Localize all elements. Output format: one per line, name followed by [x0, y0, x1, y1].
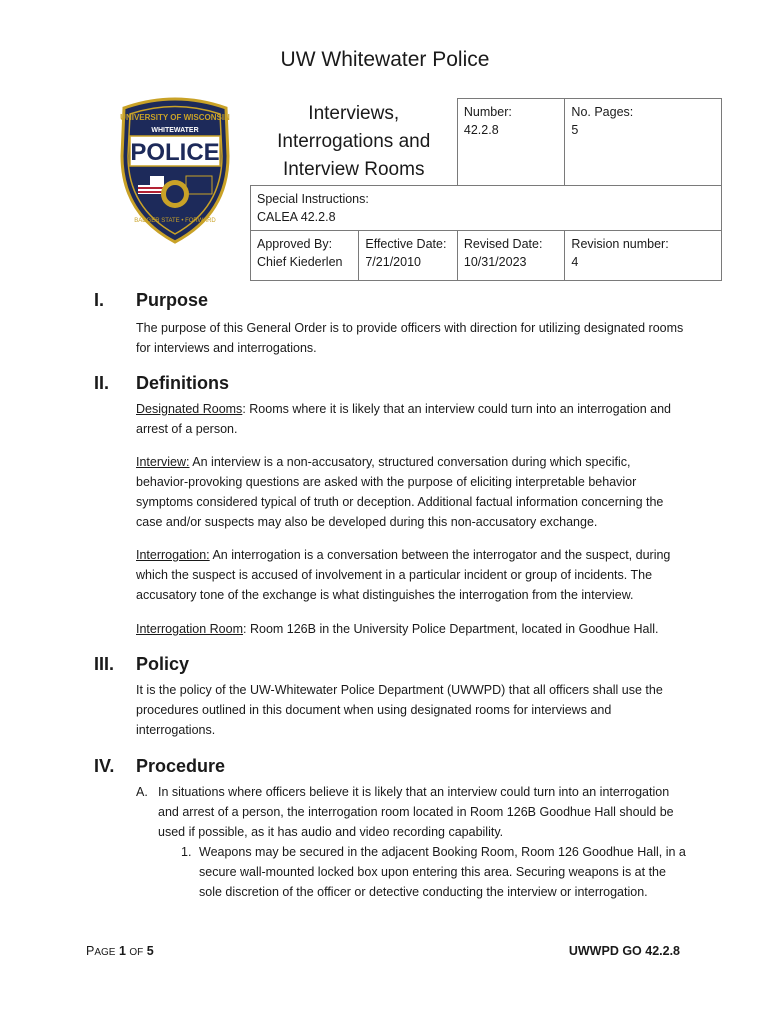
term-interrogation-room: Interrogation Room: [136, 622, 244, 636]
order-title-line-1: Interviews,: [308, 102, 400, 124]
term-interview: Interview:: [136, 455, 190, 469]
badge-top-text: UNIVERSITY OF WISCONSIN: [120, 113, 230, 122]
pages-cell: [565, 99, 722, 186]
section-title-purpose: Purpose: [136, 290, 209, 310]
page-footer-number: [86, 944, 154, 958]
policy-text: It is the policy of the UW-Whitewater Police Department (UWWPD) that all officers shall use the procedures outlined in this document when using designated rooms for interviews and interrogations.: [136, 683, 663, 737]
section-title-procedure: Procedure: [136, 756, 226, 776]
special-instructions-label: Special Instructions:: [257, 191, 369, 206]
pages-label: No. Pages:: [571, 105, 634, 119]
number-cell: [457, 99, 565, 186]
effective-date-label: Effective Date:: [365, 236, 447, 251]
procedure-a1-text-content: Weapons may be secured in the adjacent Booking Room, Room 126 Goodhue Hall, in a secure wall-mounted locked box upon entering this area. Securing weapons is at the sole discretion of the officer or detective conducting the interview or interrogation.: [199, 845, 686, 899]
section-title-policy: Policy: [136, 654, 190, 674]
definition-designated-rooms-text: : Rooms where it is likely that an interview could turn into an interrogation and arrest of a person.: [136, 402, 672, 436]
procedure-a-text: In situations where officers believe it is likely that an interview could turn into an interrogation and arrest of a person, the interrogation room located in Room 126B Goodhue Hall should be used if possible, as it has audio and video recording capability.: [158, 785, 674, 839]
special-instructions-cell: [251, 185, 722, 230]
approved-by-label: Approved By:: [257, 236, 333, 251]
number-value: 42.2.8: [463, 123, 499, 137]
section-number-policy: III.: [94, 654, 115, 674]
agency-title: UW Whitewater Police: [280, 48, 490, 71]
police-badge-logo: [116, 96, 234, 244]
term-interrogation: Interrogation:: [136, 548, 210, 562]
definition-interrogation: [136, 545, 686, 605]
definition-interrogation-room-text: : Room 126B in the University Police Department, located in Goodhue Hall.: [243, 622, 659, 636]
section-number-purpose: I.: [94, 290, 105, 310]
footer-page-p: P: [86, 944, 95, 958]
procedure-a1-label: 1.: [181, 845, 192, 859]
revision-number-cell: [565, 230, 722, 280]
definition-interrogation-text: An interrogation is a conversation between the interrogator and the suspect, during which the suspect is accused of involvement in a particular incident or group of incidents. The accusatory tone of the exchange is what distinguishes the interrogation from the interview.: [136, 548, 671, 602]
approved-by-cell: [251, 230, 359, 280]
order-title: [251, 99, 458, 186]
special-instructions-value: CALEA 42.2.8: [257, 209, 336, 224]
revised-date-value: 10/31/2023: [463, 254, 527, 269]
badge-main-text: POLICE: [130, 139, 220, 166]
definition-designated-rooms: [136, 399, 686, 439]
purpose-text: The purpose of this General Order is to provide officers with direction for utilizing designated rooms for interviews and interrogations.: [136, 321, 684, 355]
pages-value: 5: [571, 123, 579, 137]
effective-date-cell: [359, 230, 458, 280]
number-label: Number:: [463, 105, 512, 119]
section-number-definitions: II.: [94, 373, 110, 393]
footer-of: OF: [129, 947, 144, 958]
order-title-line-3: Interview Rooms: [282, 158, 425, 180]
term-designated-rooms: Designated Rooms: [136, 402, 243, 416]
approved-by-value: Chief Kiederlen: [257, 254, 343, 269]
badge-bottom-text: BADGER STATE • FORWARD: [134, 218, 216, 224]
page-footer-doc-id: UWWPD GO 42.2.8: [568, 944, 680, 958]
revision-number-label: Revision number:: [571, 236, 669, 251]
revision-number-value: 4: [571, 254, 579, 269]
revised-date-cell: [457, 230, 565, 280]
general-order-header-table: [250, 98, 722, 281]
section-title-definitions: Definitions: [136, 373, 229, 393]
footer-page-rest: AGE: [94, 947, 116, 958]
order-title-line-2: Interrogations and: [277, 130, 431, 152]
footer-page-total: 5: [146, 944, 154, 958]
definition-interview: [136, 452, 686, 532]
procedure-a-label: A.: [136, 785, 148, 799]
effective-date-value: 7/21/2010: [365, 254, 421, 269]
definition-interrogation-room: [136, 619, 686, 639]
footer-page-num: 1: [118, 944, 126, 958]
badge-sub-text: WHITEWATER: [151, 127, 199, 134]
revised-date-label: Revised Date:: [463, 236, 543, 251]
procedure-a1-text: [199, 842, 687, 902]
section-number-procedure: IV.: [94, 756, 115, 776]
definition-interview-text: An interview is a non-accusatory, structured conversation during which specific, behavior-provoking questions are asked with the purpose of eliciting interpretable behavior symptoms considered typical of truth or deception. Additional factual information concerning the case and/or suspects may also be developed during this non-accusatory exchange.: [136, 455, 664, 529]
